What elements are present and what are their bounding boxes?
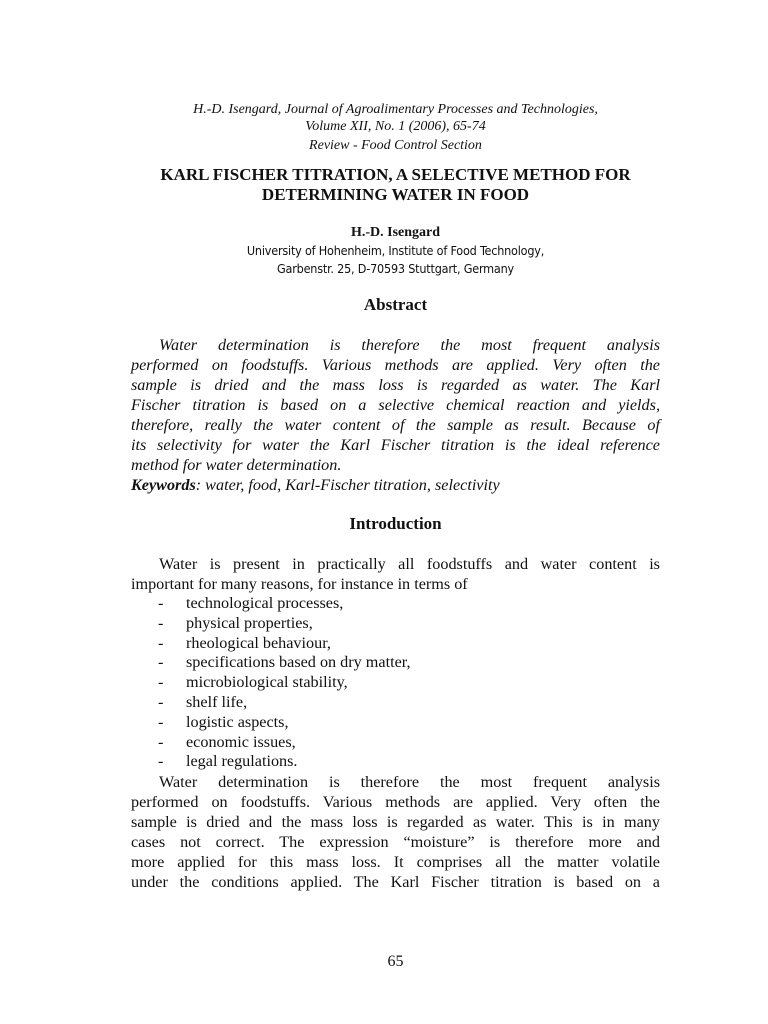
bullet-dash: - <box>158 692 164 711</box>
body-line: Water determination is therefore the most frequent analysis <box>159 773 660 791</box>
keywords-line <box>131 475 660 495</box>
bullet-dash: - <box>158 673 164 692</box>
list-item-text: logistic aspects, <box>186 712 289 731</box>
bullet-dash: - <box>158 633 164 652</box>
list-item-text: economic issues, <box>186 732 296 751</box>
bullet-dash: - <box>158 752 164 771</box>
abstract-line: therefore, really the water content of the sample as result. Because of <box>131 416 660 434</box>
bullet-dash: - <box>158 613 164 632</box>
abstract-heading: Abstract <box>363 295 428 314</box>
body-line: performed on foodstuffs. Various methods are applied. Very often the <box>131 793 660 811</box>
list-item-text: shelf life, <box>186 692 248 711</box>
list-item-text: specifications based on dry matter, <box>186 653 411 672</box>
body-line: under the conditions applied. The Karl Fischer titration is based on a <box>131 873 660 891</box>
paper-title <box>131 165 660 205</box>
list-item <box>158 713 638 733</box>
list-item <box>158 752 638 772</box>
list-item <box>158 733 638 753</box>
bullet-dash: - <box>158 594 164 612</box>
list-item <box>158 653 638 673</box>
list-item <box>158 594 638 614</box>
body-line: more applied for this mass loss. It comprises all the matter volatile <box>131 853 660 871</box>
abstract-paragraph <box>131 335 660 475</box>
paper-title-line-1: KARL FISCHER TITRATION, A SELECTIVE METHOD FOR <box>160 165 631 184</box>
body-line: sample is dried and the mass loss is regarded as water. This is in many <box>131 813 660 831</box>
abstract-line: method for water determination. <box>131 456 342 474</box>
list-item-text: rheological behaviour, <box>186 633 331 652</box>
bullet-dash: - <box>158 732 164 751</box>
list-item <box>158 614 638 634</box>
keywords-label: Keywords <box>131 476 196 494</box>
journal-citation-line-2: Volume XII, No. 1 (2006), 65-74 <box>305 119 486 134</box>
abstract-line: Water determination is therefore the most frequent analysis <box>159 336 660 354</box>
section-label: Review - Food Control Section <box>309 138 482 153</box>
list-item-text: physical properties, <box>186 613 313 632</box>
journal-citation-line-1: H.-D. Isengard, Journal of Agroalimentary Processes and Technologies, <box>193 102 598 117</box>
abstract-line: Fischer titration is based on a selective chemical reaction and yields, <box>131 396 660 414</box>
reasons-list <box>158 594 638 772</box>
keywords-text: : water, food, Karl-Fischer titration, selectivity <box>195 476 500 494</box>
body-paragraph <box>131 772 660 892</box>
body-line: cases not correct. The expression “moisture” is therefore more and <box>131 833 660 851</box>
bullet-dash: - <box>158 712 164 731</box>
affiliation-line-2: Garbenstr. 25, D-70593 Stuttgart, Germany <box>277 261 514 276</box>
list-item-text: microbiological stability, <box>186 673 348 692</box>
abstract-line: sample is dried and the mass loss is regarded as water. The Karl <box>131 376 660 394</box>
author-affiliation <box>131 242 660 278</box>
abstract-line: performed on foodstuffs. Various methods are applied. Very often the <box>131 356 660 374</box>
author-name: H.-D. Isengard <box>350 225 441 240</box>
list-item <box>158 634 638 654</box>
affiliation-line-1: University of Hohenheim, Institute of Food Technology, <box>246 243 545 258</box>
paper-title-line-2: DETERMINING WATER IN FOOD <box>261 185 530 204</box>
intro-line: Water is present in practically all foodstuffs and water content is <box>159 555 660 573</box>
list-item-text: legal regulations. <box>186 752 298 771</box>
paper-page <box>131 0 660 1024</box>
list-item-text: technological processes, <box>186 594 344 612</box>
bullet-dash: - <box>158 653 164 672</box>
abstract-line: its selectivity for water the Karl Fischer titration is the ideal reference <box>131 436 660 454</box>
journal-citation <box>131 101 660 135</box>
introduction-heading: Introduction <box>349 514 442 533</box>
page-number: 65 <box>387 953 404 970</box>
list-item <box>158 673 638 693</box>
list-item <box>158 693 638 713</box>
introduction-paragraph <box>131 554 660 594</box>
intro-line: important for many reasons, for instance in terms of <box>131 575 468 593</box>
